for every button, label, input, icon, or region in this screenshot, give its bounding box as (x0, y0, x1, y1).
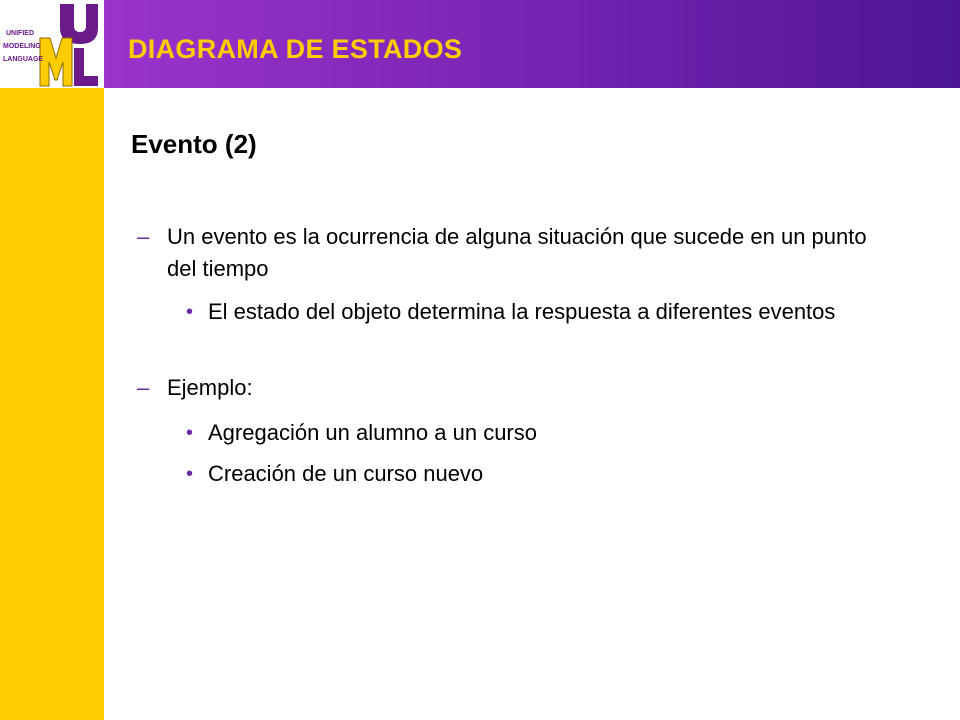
list-item (186, 458, 848, 490)
bullet-marker: • (186, 301, 194, 323)
list-item-text: El estado del objeto determina la respuesta a diferentes eventos (208, 299, 836, 324)
logo-tagline-3: LANGUAGE (3, 56, 44, 63)
list-item (137, 372, 867, 404)
list-item-text: Ejemplo: (167, 375, 253, 400)
bullet-marker: • (186, 422, 194, 444)
list-item (186, 417, 848, 449)
slide-subtitle: Evento (2) (131, 129, 257, 159)
list-item-text: Creación de un curso nuevo (208, 461, 484, 486)
list-item-text: Agregación un alumno a un curso (208, 420, 537, 445)
dash-marker: – (137, 224, 150, 249)
uml-logo (0, 0, 104, 88)
dash-marker: – (137, 375, 150, 400)
list-item (186, 296, 848, 328)
logo-tagline-1: UNIFIED (6, 30, 34, 37)
list-item (137, 221, 867, 285)
uml-logo-graphic (0, 0, 104, 88)
left-sidebar (0, 0, 104, 720)
list-item-text: Un evento es la ocurrencia de alguna situación que sucede en un punto del tiempo (167, 224, 867, 281)
logo-tagline-2: MODELING (3, 43, 41, 50)
bullet-marker: • (186, 463, 194, 485)
header-bar (104, 0, 960, 88)
slide-header-title: DIAGRAMA DE ESTADOS (128, 34, 463, 64)
